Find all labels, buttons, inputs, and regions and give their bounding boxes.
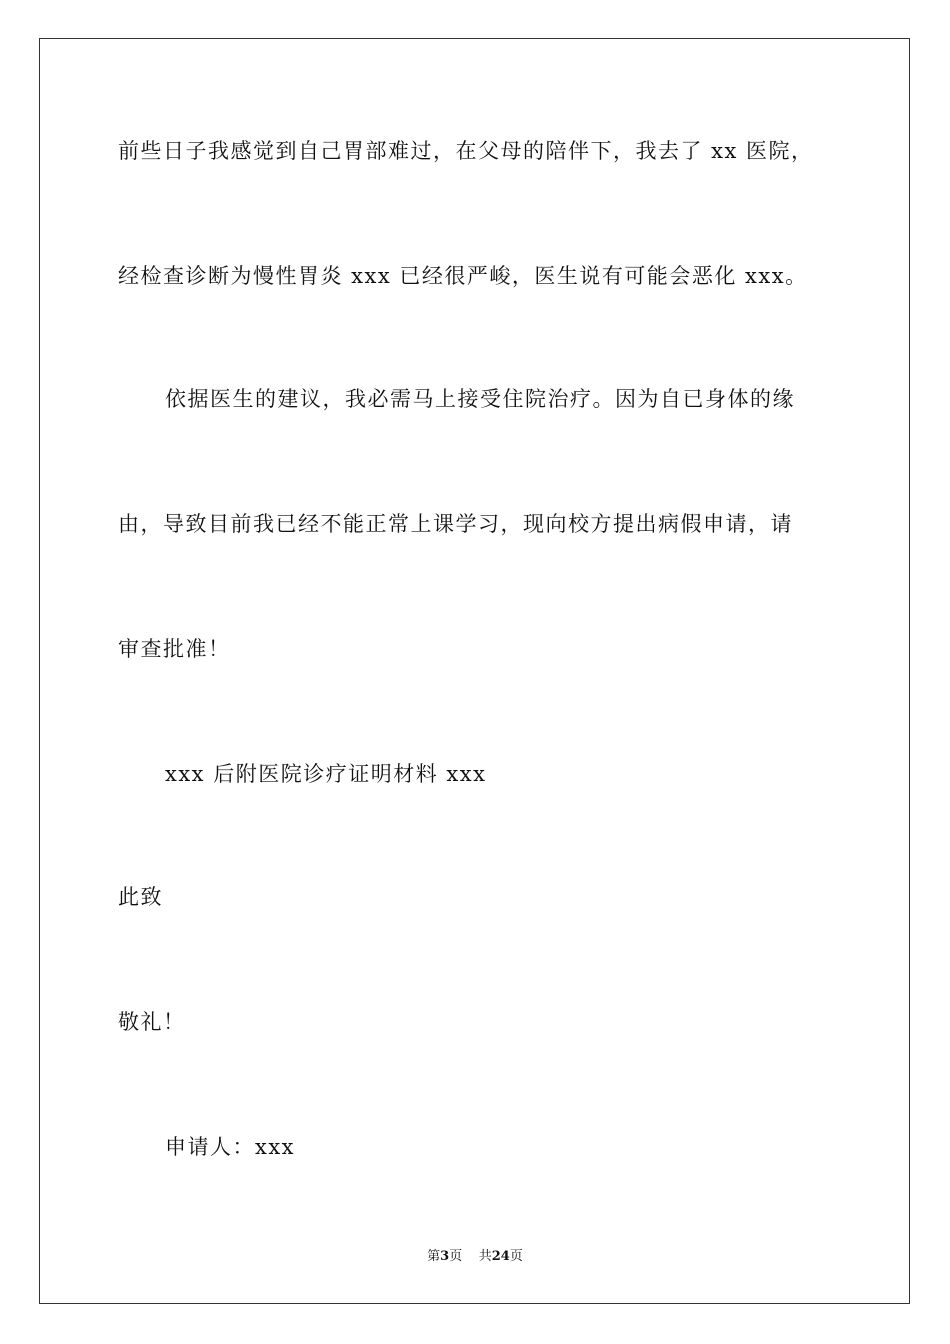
closing-salutation: 此致 bbox=[118, 885, 163, 909]
body-line-3: 依据医生的建议，我必需马上接受住院治疗。因为自已身体的缘 bbox=[165, 387, 795, 411]
body-line-4: 由，导致目前我已经不能正常上课学习，现向校方提出病假申请，请 bbox=[118, 512, 793, 536]
footer-total-suffix: 页 bbox=[509, 1249, 523, 1264]
body-line-5: 审查批准！ bbox=[118, 637, 231, 661]
page-footer bbox=[0, 1248, 950, 1266]
attachment-note: xxx 后附医院诊疗证明材料 xxx bbox=[165, 762, 487, 786]
footer-page-number: 3 bbox=[440, 1249, 450, 1264]
page-border bbox=[39, 38, 910, 1304]
footer-total-prefix: 共 bbox=[478, 1249, 492, 1264]
body-line-1: 前些日子我感觉到自己胃部难过，在父母的陪伴下，我去了 xx 医院， bbox=[118, 139, 814, 163]
footer-total-pages: 24 bbox=[491, 1249, 510, 1264]
closing-regards: 敬礼！ bbox=[118, 1010, 186, 1034]
footer-page-suffix: 页 bbox=[449, 1249, 463, 1264]
footer-page-prefix: 第 bbox=[427, 1249, 441, 1264]
body-line-2: 经检查诊断为慢性胃炎 xxx 已经很严峻，医生说有可能会恶化 xxx。 bbox=[118, 264, 808, 288]
applicant-signature: 申请人：xxx bbox=[165, 1135, 296, 1159]
